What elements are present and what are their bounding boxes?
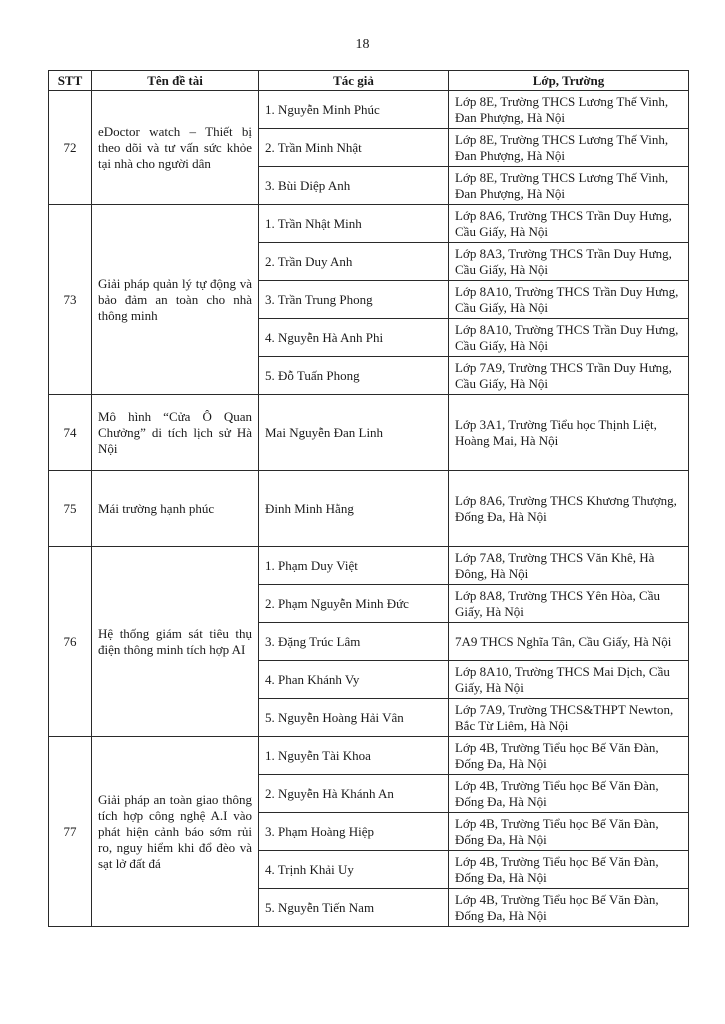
author-cell: 4. Trịnh Khải Uy	[259, 851, 449, 889]
author-cell: 3. Trần Trung Phong	[259, 281, 449, 319]
stt-cell: 72	[49, 91, 92, 205]
topic-cell: Giải pháp quản lý tự động và bảo đảm an toàn cho nhà thông minh	[92, 205, 259, 395]
table-row	[49, 737, 689, 775]
author-cell: 1. Trần Nhật Minh	[259, 205, 449, 243]
author-cell: 2. Phạm Nguyễn Minh Đức	[259, 585, 449, 623]
author-cell: 3. Phạm Hoàng Hiệp	[259, 813, 449, 851]
topic-cell: Mô hình “Cửa Ô Quan Chưởng” di tích lịch sử Hà Nội	[92, 395, 259, 471]
author-cell: 3. Đặng Trúc Lâm	[259, 623, 449, 661]
author-cell: 5. Đỗ Tuấn Phong	[259, 357, 449, 395]
topic-cell: Mái trường hạnh phúc	[92, 471, 259, 547]
header-author: Tác giả	[259, 71, 449, 91]
table-row	[49, 547, 689, 585]
author-cell: 2. Trần Minh Nhật	[259, 129, 449, 167]
school-cell: Lớp 3A1, Trường Tiểu học Thịnh Liệt, Hoàng Mai, Hà Nội	[449, 395, 689, 471]
topic-cell: eDoctor watch – Thiết bị theo dõi và tư vấn sức khỏe tại nhà cho người dân	[92, 91, 259, 205]
author-cell: 5. Nguyễn Tiến Nam	[259, 889, 449, 927]
school-cell: Lớp 4B, Trường Tiểu học Bế Văn Đàn, Đống Đa, Hà Nội	[449, 851, 689, 889]
school-cell: Lớp 8A6, Trường THCS Trần Duy Hưng, Cầu Giấy, Hà Nội	[449, 205, 689, 243]
school-cell: Lớp 8E, Trường THCS Lương Thế Vinh, Đan Phượng, Hà Nội	[449, 167, 689, 205]
author-cell: 5. Nguyễn Hoàng Hải Vân	[259, 699, 449, 737]
author-cell: Đinh Minh Hằng	[259, 471, 449, 547]
school-cell: Lớp 4B, Trường Tiểu học Bế Văn Đàn, Đống Đa, Hà Nội	[449, 889, 689, 927]
table-row	[49, 395, 689, 471]
school-cell: Lớp 8A6, Trường THCS Khương Thượng, Đống Đa, Hà Nội	[449, 471, 689, 547]
stt-cell: 77	[49, 737, 92, 927]
author-cell: 1. Nguyễn Tài Khoa	[259, 737, 449, 775]
school-cell: Lớp 4B, Trường Tiểu học Bế Văn Đàn, Đống Đa, Hà Nội	[449, 813, 689, 851]
author-cell: Mai Nguyễn Đan Linh	[259, 395, 449, 471]
stt-cell: 73	[49, 205, 92, 395]
projects-table	[48, 70, 689, 927]
table-row	[49, 205, 689, 243]
page-number: 18	[355, 37, 370, 52]
school-cell: Lớp 4B, Trường Tiểu học Bế Văn Đàn, Đống Đa, Hà Nội	[449, 737, 689, 775]
stt-cell: 75	[49, 471, 92, 547]
school-cell: Lớp 4B, Trường Tiểu học Bế Văn Đàn, Đống Đa, Hà Nội	[449, 775, 689, 813]
author-cell: 1. Nguyễn Minh Phúc	[259, 91, 449, 129]
header-stt: STT	[49, 71, 92, 91]
topic-cell: Hệ thống giám sát tiêu thụ điện thông minh tích hợp AI	[92, 547, 259, 737]
author-cell: 1. Phạm Duy Việt	[259, 547, 449, 585]
school-cell: Lớp 8A10, Trường THCS Trần Duy Hưng, Cầu Giấy, Hà Nội	[449, 281, 689, 319]
author-cell: 4. Phan Khánh Vy	[259, 661, 449, 699]
author-cell: 4. Nguyễn Hà Anh Phi	[259, 319, 449, 357]
school-cell: Lớp 7A9, Trường THCS Trần Duy Hưng, Cầu Giấy, Hà Nội	[449, 357, 689, 395]
table-body	[49, 91, 689, 927]
school-cell: 7A9 THCS Nghĩa Tân, Cầu Giấy, Hà Nội	[449, 623, 689, 661]
header-school: Lớp, Trường	[449, 71, 689, 91]
school-cell: Lớp 8E, Trường THCS Lương Thế Vinh, Đan Phượng, Hà Nội	[449, 91, 689, 129]
stt-cell: 74	[49, 395, 92, 471]
stt-cell: 76	[49, 547, 92, 737]
school-cell: Lớp 8A10, Trường THCS Mai Dịch, Cầu Giấy, Hà Nội	[449, 661, 689, 699]
school-cell: Lớp 7A8, Trường THCS Văn Khê, Hà Đông, Hà Nội	[449, 547, 689, 585]
topic-cell: Giải pháp an toàn giao thông tích hợp công nghệ A.I vào phát hiện cảnh báo sớm rủi ro, nguy hiểm khi đổ đèo và sạt lở đất đá	[92, 737, 259, 927]
school-cell: Lớp 7A9, Trường THCS&THPT Newton, Bắc Từ Liêm, Hà Nội	[449, 699, 689, 737]
table-row	[49, 91, 689, 129]
school-cell: Lớp 8A10, Trường THCS Trần Duy Hưng, Cầu Giấy, Hà Nội	[449, 319, 689, 357]
table-header-row	[49, 71, 689, 91]
author-cell: 3. Bùi Diệp Anh	[259, 167, 449, 205]
school-cell: Lớp 8A3, Trường THCS Trần Duy Hưng, Cầu Giấy, Hà Nội	[449, 243, 689, 281]
author-cell: 2. Trần Duy Anh	[259, 243, 449, 281]
header-topic: Tên đề tài	[92, 71, 259, 91]
table-row	[49, 471, 689, 547]
author-cell: 2. Nguyễn Hà Khánh An	[259, 775, 449, 813]
school-cell: Lớp 8A8, Trường THCS Yên Hòa, Cầu Giấy, Hà Nội	[449, 585, 689, 623]
school-cell: Lớp 8E, Trường THCS Lương Thế Vinh, Đan Phượng, Hà Nội	[449, 129, 689, 167]
